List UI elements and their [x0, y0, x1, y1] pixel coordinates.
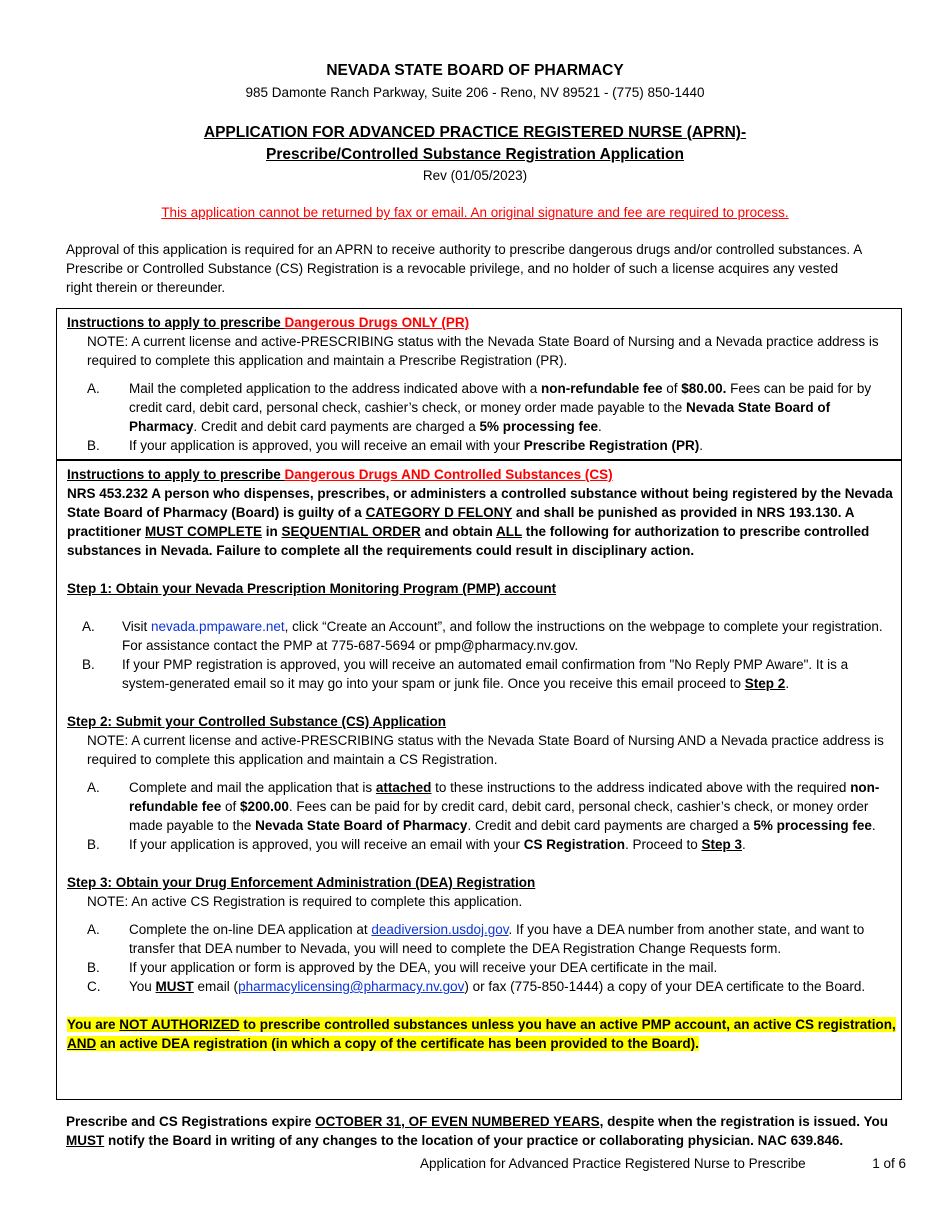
authorization-warning: You are NOT AUTHORIZED to prescribe controlled substances unless you have an active PMP account, an active CS registration, AND an active DEA registration (in which a copy of the certificate has been provided to the Board). — [67, 1017, 896, 1051]
step2-item-a: A. Complete and mail the application that is attached to these instructions to the address indicated above with the required non-refundable fee of $200.00. Fees can be paid for by credit card, debit card, personal check, cashier’s check, or money order made payable to the Nevada State Board of Pharmacy. Credit and debit card payments are charged a 5% processing fee. — [87, 780, 880, 833]
step3-heading: Step 3: Obtain your Drug Enforcement Administration (DEA) Registration — [67, 875, 536, 890]
form-title-line2: Prescribe/Controlled Substance Registration Application — [265, 146, 684, 163]
pr-instructions-box — [56, 308, 902, 460]
org-address: 985 Damonte Ranch Parkway, Suite 206 - Reno, NV 89521 - (775) 850-1440 — [245, 85, 705, 100]
footer-doc-name: Application for Advanced Practice Registered Nurse to Prescribe — [420, 1156, 806, 1171]
step1-item-a: A. Visit nevada.pmpaware.net, click “Create an Account”, and follow the instructions on the webpage to complete your registration. For assistance contact the PMP at 775-687-5694 or pmp@pharmacy.nv.gov. — [82, 619, 883, 653]
pr-step-b: B. If your application is approved, you will receive an email with your Prescribe Registration (PR). — [87, 438, 704, 453]
pr-note: NOTE: A current license and active-PRESCRIBING status with the Nevada State Board of Nursing and a Nevada practice address is required to complete this application and maintain a Prescribe Registration (PR). — [87, 334, 879, 368]
form-title — [0, 122, 950, 166]
step1-heading: Step 1: Obtain your Nevada Prescription Monitoring Program (PMP) account — [67, 581, 557, 596]
submission-warning: This application cannot be returned by fax or email. An original signature and fee are required to process. — [161, 205, 789, 220]
page-number: 1 of 6 — [872, 1156, 906, 1171]
pr-heading: Instructions to apply to prescribe Dangerous Drugs ONLY (PR) — [67, 315, 470, 330]
org-name: NEVADA STATE BOARD OF PHARMACY — [326, 62, 624, 79]
expiration-notice: Prescribe and CS Registrations expire OCTOBER 31, OF EVEN NUMBERED YEARS, despite when the registration is issued. You MUST notify the Board in writing of any changes to the location of your practice or collaborating physician. NAC 639.846. — [66, 1114, 888, 1148]
pr-heading-highlight: Dangerous Drugs ONLY (PR) — [284, 315, 470, 330]
step3-item-a: A. Complete the on-line DEA application at deadiversion.usdoj.gov. If you have a DEA number from another state, and want to transfer that DEA number to Nevada, you will need to complete the DEA Registration Change Requests form. — [87, 922, 865, 956]
pmp-link[interactable]: nevada.pmpaware.net — [151, 619, 285, 634]
step2-item-b: B. If your application is approved, you will receive an email with your CS Registration. Proceed to Step 3. — [87, 837, 746, 852]
revision-date: Rev (01/05/2023) — [422, 168, 528, 183]
licensing-email-link[interactable]: pharmacylicensing@pharmacy.nv.gov — [238, 979, 465, 994]
dea-link[interactable]: deadiversion.usdoj.gov — [371, 922, 509, 937]
step3-item-b: B. If your application or form is approved by the DEA, you will receive your DEA certificate in the mail. — [87, 960, 718, 975]
cs-heading-highlight: Dangerous Drugs AND Controlled Substances (CS) — [284, 467, 613, 482]
nrs-statement: NRS 453.232 A person who dispenses, prescribes, or administers a controlled substance without being registered by the Nevada State Board of Pharmacy (Board) is guilty of a CATEGORY D FELONY and shall be punished as provided in NRS 193.130. A practitioner MUST COMPLETE in SEQUENTIAL ORDER and obtain ALL the following for authorization to prescribe controlled substances in Nevada. Failure to complete all the requirements could result in disciplinary action. — [67, 486, 893, 558]
step2-heading: Step 2: Submit your Controlled Substance (CS) Application — [67, 714, 447, 729]
form-title-line1: APPLICATION FOR ADVANCED PRACTICE REGISTERED NURSE (APRN)- — [203, 124, 747, 141]
intro-paragraph: Approval of this application is required for an APRN to receive authority to prescribe dangerous drugs and/or controlled substances. A Prescribe or Controlled Substance (CS) Registration is a revocable privilege, and no holder of such a license acquires any vested right therein or thereunder. — [66, 242, 862, 295]
step2-note: NOTE: A current license and active-PRESCRIBING status with the Nevada State Board of Nursing AND a Nevada practice address is required to complete this application and maintain a CS Registration. — [87, 733, 884, 767]
step3-note: NOTE: An active CS Registration is required to complete this application. — [87, 894, 523, 909]
step3-item-c: C. You MUST email (pharmacylicensing@pharmacy.nv.gov) or fax (775-850-1444) a copy of your DEA certificate to the Board. — [87, 979, 866, 994]
pr-step-a: A. Mail the completed application to the address indicated above with a non-refundable fee of $80.00. Fees can be paid for by credit card, debit card, personal check, cashier’s check, or money order made payable to the Nevada State Board of Pharmacy. Credit and debit card payments are charged a 5% processing fee. — [87, 381, 872, 434]
cs-heading: Instructions to apply to prescribe Dangerous Drugs AND Controlled Substances (CS) — [67, 467, 613, 482]
page-footer — [420, 1156, 906, 1171]
cs-instructions-box — [56, 460, 902, 1100]
step1-item-b: B. If your PMP registration is approved, you will receive an automated email confirmation from "No Reply PMP Aware". It is a system-generated email so it may go into your spam or junk file. Once you receive this email proceed to Step 2. — [82, 657, 849, 691]
